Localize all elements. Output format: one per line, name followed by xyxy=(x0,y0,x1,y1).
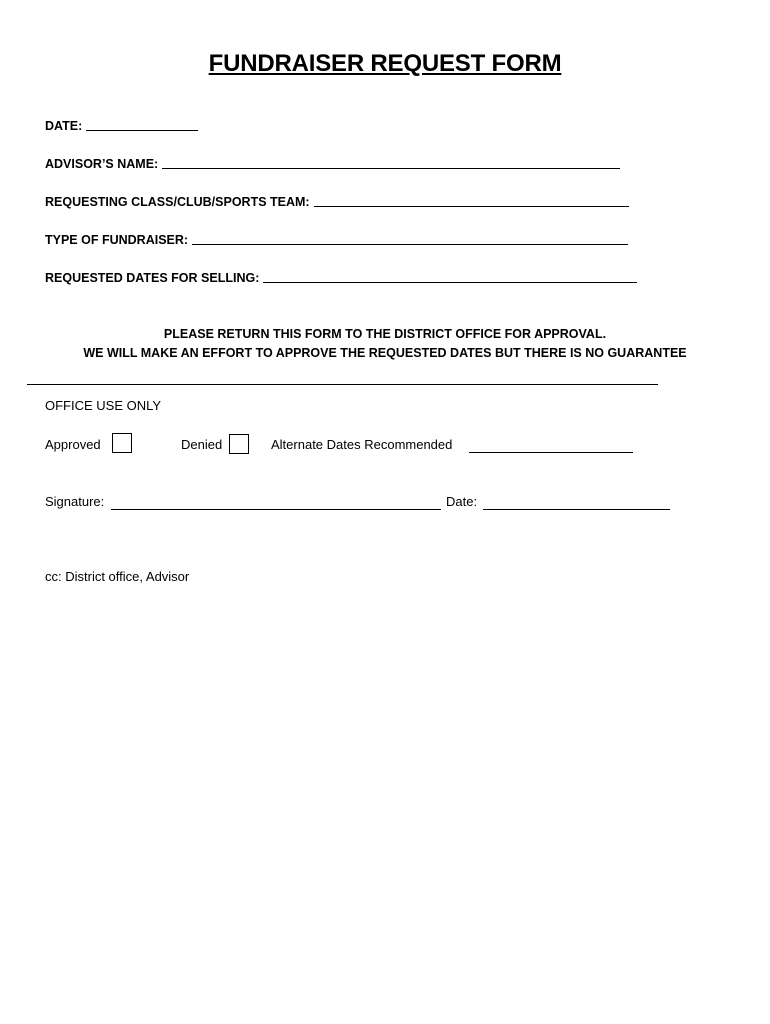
selling-dates-input-line[interactable] xyxy=(263,270,637,283)
signature-label: Signature: xyxy=(45,494,105,509)
approved-label: Approved xyxy=(45,437,101,452)
fundraiser-type-field xyxy=(45,232,628,247)
date-input-line[interactable] xyxy=(86,118,198,131)
alternate-dates-label: Alternate Dates Recommended xyxy=(271,437,453,452)
date-label: DATE: xyxy=(45,119,83,133)
notice-line-2: WE WILL MAKE AN EFFORT TO APPROVE THE REQUESTED DATES BUT THERE IS NO GUARANTEE xyxy=(83,346,687,360)
cc-note: cc: District office, Advisor xyxy=(45,569,190,584)
office-date-label: Date: xyxy=(446,494,478,509)
approved-checkbox[interactable] xyxy=(112,433,132,453)
selling-dates-label: REQUESTED DATES FOR SELLING: xyxy=(45,271,260,285)
alternate-dates-input-line[interactable] xyxy=(469,452,633,453)
fundraiser-type-input-line[interactable] xyxy=(192,232,628,245)
section-divider xyxy=(27,384,658,385)
selling-dates-field xyxy=(45,270,637,285)
date-field xyxy=(45,118,198,133)
requesting-team-label: REQUESTING CLASS/CLUB/SPORTS TEAM: xyxy=(45,195,310,209)
advisor-name-label: ADVISOR’S NAME: xyxy=(45,157,159,171)
requesting-team-field xyxy=(45,194,629,209)
advisor-name-input-line[interactable] xyxy=(162,156,620,169)
notice-line-1: PLEASE RETURN THIS FORM TO THE DISTRICT OFFICE FOR APPROVAL. xyxy=(163,327,607,341)
fundraiser-type-label: TYPE OF FUNDRAISER: xyxy=(45,233,189,247)
signature-input-line[interactable] xyxy=(111,509,441,510)
office-use-heading: OFFICE USE ONLY xyxy=(45,398,162,413)
office-date-input-line[interactable] xyxy=(483,509,670,510)
denied-label: Denied xyxy=(181,437,223,452)
advisor-name-field xyxy=(45,156,620,171)
denied-checkbox[interactable] xyxy=(229,434,249,454)
form-title: FUNDRAISER REQUEST FORM xyxy=(208,50,562,77)
requesting-team-input-line[interactable] xyxy=(314,194,629,207)
